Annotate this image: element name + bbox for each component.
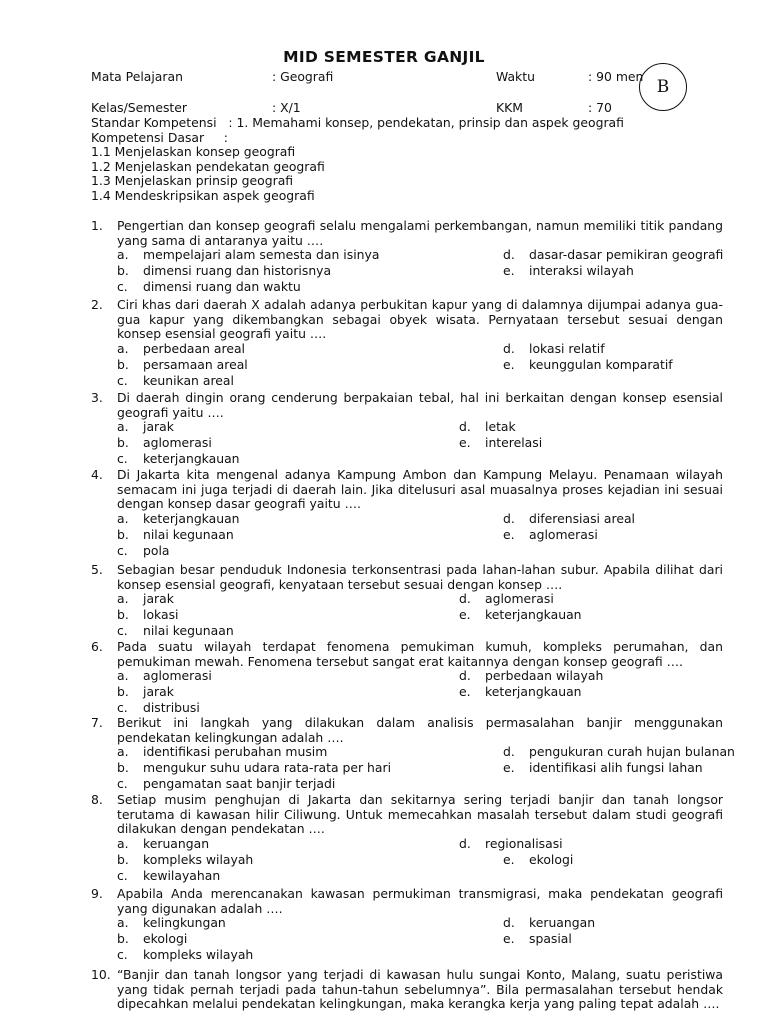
option-d[interactable]: d. keruangan	[503, 915, 596, 930]
option-e[interactable]: e. ekologi	[503, 851, 574, 867]
option-b[interactable]: b. nilai kegunaan	[117, 526, 234, 542]
question-text: Di Jakarta kita mengenal adanya Kampung Ambon dan Kampung Melayu. Penamaan wilayah semacam ini juga terjadi di daerah lain. Jika ditelusuri asal muasalnya proses kejadian ini sesuai dengan konsep dasar geografi yaitu ….	[117, 467, 723, 511]
option-a[interactable]: a. jarak	[117, 419, 174, 434]
option-b[interactable]: b. mengukur suhu udara rata-rata per hari	[117, 760, 392, 775]
question-text: Sebagian besar penduduk Indonesia terkonsentrasi pada lahan-lahan subur. Apabila dilihat dari konsep esensial geografi, kenyataan tersebut sesuai dengan konsep ….	[117, 562, 723, 592]
option-e[interactable]: e. aglomerasi	[503, 526, 598, 542]
option-c[interactable]: c. keterjangkauan	[117, 451, 240, 466]
option-d[interactable]: d. letak	[459, 419, 516, 434]
option-c[interactable]: c. keunikan areal	[117, 372, 234, 388]
option-a[interactable]: a. kelingkungan	[117, 915, 226, 930]
option-a[interactable]: a. jarak	[117, 591, 174, 606]
class-label: Kelas/Semester	[91, 100, 188, 115]
option-c[interactable]: c. kewilayahan	[117, 867, 221, 883]
question-text: Di daerah dingin orang cenderung berpakaian tebal, hal ini berkaitan dengan konsep esensial geografi yaitu ….	[117, 390, 723, 420]
option-e[interactable]: e. identifikasi alih fungsi lahan	[503, 760, 703, 775]
option-b[interactable]: b. persamaan areal	[117, 356, 248, 372]
competency-item: 1.1 Menjelaskan konsep geografi	[91, 144, 296, 159]
question-1	[91, 219, 723, 296]
option-c[interactable]: c. pola	[117, 542, 170, 558]
option-a[interactable]: a. mempelajari alam semesta dan isinya	[117, 247, 380, 262]
option-d[interactable]: d. lokasi relatif	[503, 340, 605, 356]
option-d[interactable]: d. perbedaan wilayah	[459, 668, 604, 683]
kkm-label: KKM	[496, 100, 523, 115]
question-number: 7.	[91, 715, 103, 730]
option-c[interactable]: c. distribusi	[117, 700, 200, 715]
question-number: 10.	[91, 967, 111, 982]
option-b[interactable]: b. jarak	[117, 684, 174, 699]
question-number: 9.	[91, 886, 103, 901]
page-title: MID SEMESTER GANJIL	[283, 48, 485, 66]
competency-item: 1.2 Menjelaskan pendekatan geografi	[91, 158, 325, 174]
option-d[interactable]: d. aglomerasi	[459, 591, 554, 606]
question-number: 2.	[91, 297, 103, 312]
competency-item: 1.4 Mendeskripsikan aspek geografi	[91, 187, 315, 203]
question-text: Setiap musim penghujan di Jakarta dan sekitarnya sering terjadi banjir dan tanah longsor terutama di kawasan hilir Ciliwung. Untuk memecahkan masalah tersebut dalam studi geografi dilakukan dengan pendekatan ….	[117, 792, 723, 836]
kkm-value: : 70	[588, 100, 612, 115]
option-b[interactable]: b. lokasi	[117, 607, 179, 622]
option-a[interactable]: a. keterjangkauan	[117, 510, 240, 526]
question-number: 5.	[91, 562, 103, 577]
question-number: 8.	[91, 792, 103, 807]
question-text: Berikut ini langkah yang dilakukan dalam analisis permasalahan banjir menggunakan pendekatan kelingkungan adalah ….	[117, 715, 723, 745]
question-text: Pada suatu wilayah terdapat fenomena pemukiman kumuh, kompleks perumahan, dan pemukiman mewah. Fenomena tersebut sangat erat kaitannya dengan konsep geografi ….	[117, 639, 723, 669]
option-a[interactable]: a. aglomerasi	[117, 668, 212, 683]
question-7	[91, 715, 735, 793]
option-e[interactable]: e. keterjangkauan	[459, 607, 582, 622]
subject-value: : Geografi	[272, 69, 334, 84]
question-3	[91, 391, 723, 468]
option-b[interactable]: b. dimensi ruang dan historisnya	[117, 263, 332, 278]
option-e[interactable]: e. interelasi	[459, 435, 543, 450]
question-4	[91, 468, 723, 560]
competency-item: 1.3 Menjelaskan prinsip geografi	[91, 173, 294, 188]
option-a[interactable]: a. keruangan	[117, 835, 210, 851]
question-number: 4.	[91, 467, 103, 482]
option-b[interactable]: b. aglomerasi	[117, 435, 212, 450]
question-9	[91, 887, 723, 964]
option-d[interactable]: d. diferensiasi areal	[503, 510, 635, 526]
option-a[interactable]: a. perbedaan areal	[117, 340, 245, 356]
question-text: Pengertian dan konsep geografi selalu mengalami perkembangan, namun memiliki titik pandang yang sama di antaranya yaitu ….	[117, 218, 723, 248]
option-e[interactable]: e. keunggulan komparatif	[503, 356, 673, 372]
option-e[interactable]: e. keterjangkauan	[459, 684, 582, 699]
option-b[interactable]: b. kompleks wilayah	[117, 851, 254, 867]
option-d[interactable]: d. pengukuran curah hujan bulanan	[503, 744, 735, 759]
option-c[interactable]: c. kompleks wilayah	[117, 947, 254, 962]
option-c[interactable]: c. nilai kegunaan	[117, 623, 234, 638]
question-6	[91, 640, 723, 717]
option-d[interactable]: d. regionalisasi	[459, 835, 563, 851]
question-8	[91, 793, 723, 885]
question-2	[91, 298, 723, 390]
option-d[interactable]: d. dasar-dasar pemikiran geografi	[503, 247, 724, 262]
option-e[interactable]: e. spasial	[503, 931, 572, 946]
competency-block	[91, 116, 731, 203]
standard-competency: Standar Kompetensi : 1. Memahami konsep, pendekatan, prinsip dan aspek geografi	[91, 115, 624, 130]
time-label: Waktu	[496, 69, 535, 84]
subject-label: Mata Pelajaran	[91, 69, 183, 84]
option-e[interactable]: e. interaksi wilayah	[503, 263, 634, 278]
question-text: Ciri khas dari daerah X adalah adanya perbukitan kapur yang di dalamnya dijumpai adanya gua-gua kapur yang dikembangkan sebagai obyek wisata. Pernyataan tersebut sesuai dengan konsep esensial geografi yaitu ….	[117, 297, 723, 341]
class-value: : X/1	[272, 100, 301, 115]
question-5	[91, 563, 723, 640]
question-text: Apabila Anda merencanakan kawasan permukiman transmigrasi, maka pendekatan geografi yang digunakan adalah ….	[117, 886, 723, 916]
question-number: 1.	[91, 218, 103, 233]
basic-competency-label: Kompetensi Dasar :	[91, 129, 228, 145]
question-number: 3.	[91, 390, 103, 405]
question-10	[91, 968, 723, 1012]
option-c[interactable]: c. pengamatan saat banjir terjadi	[117, 776, 336, 791]
question-text: “Banjir dan tanah longsor yang terjadi di kawasan hulu sungai Konto, Malang, suatu peristiwa yang tidak pernah terjadi pada tahun-tahun sebelumnya”. Bila permasalahan tersebut hendak dipecahkan melalui pendekatan kelingkungan, maka kerangka kerja yang paling tepat adalah ….	[117, 967, 723, 1011]
option-b[interactable]: b. ekologi	[117, 931, 188, 946]
question-number: 6.	[91, 639, 103, 654]
version-badge: B	[639, 63, 687, 111]
time-value: : 90 men	[588, 69, 644, 84]
option-c[interactable]: c. dimensi ruang dan waktu	[117, 279, 301, 294]
option-a[interactable]: a. identifikasi perubahan musim	[117, 744, 328, 759]
